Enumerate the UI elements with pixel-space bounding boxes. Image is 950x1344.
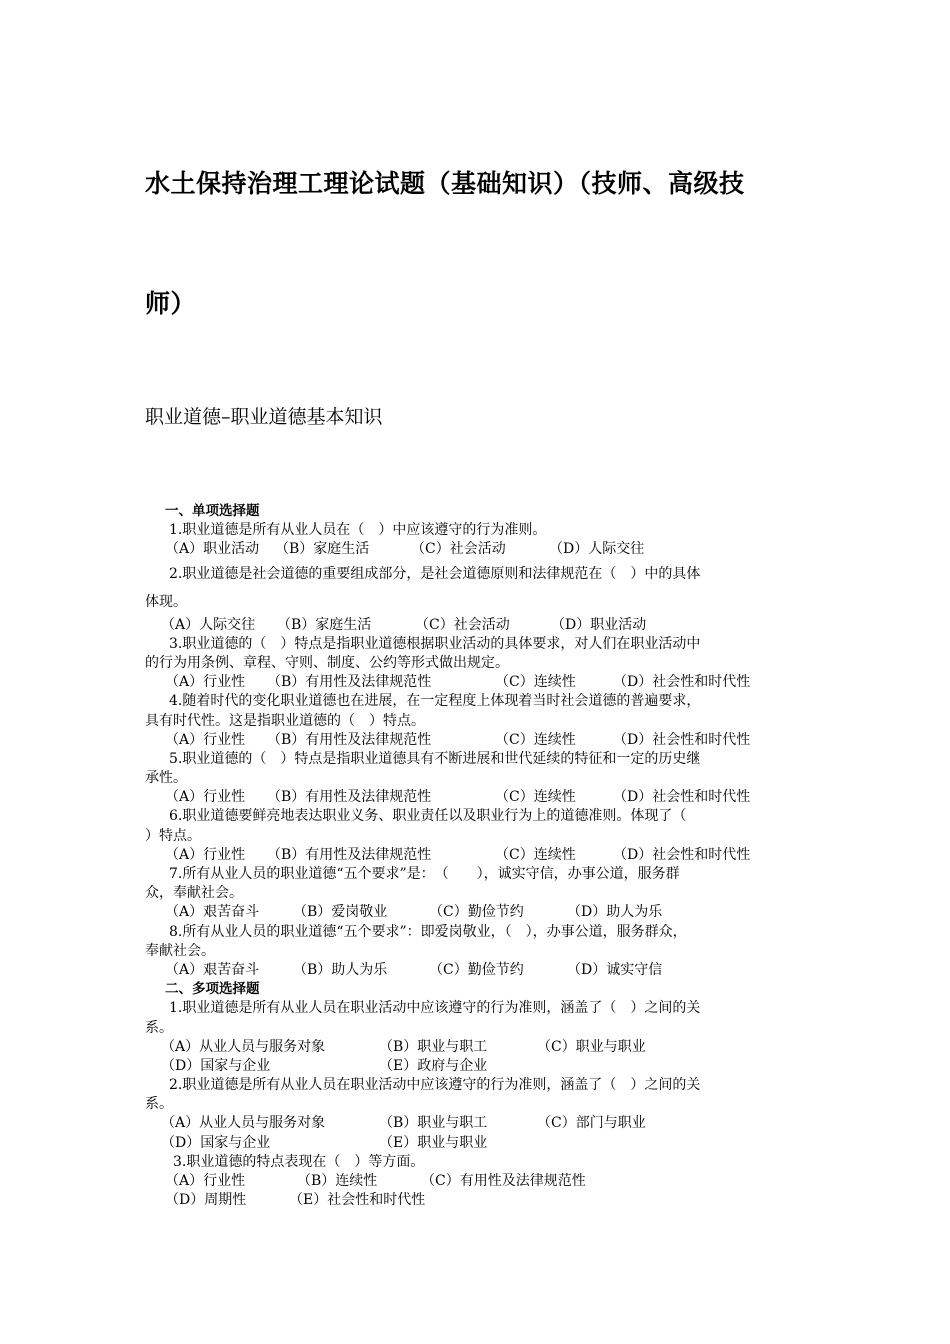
answer-option: （D）周期性 [165, 1192, 247, 1209]
line-text: 1.职业道德是所有从业人员在职业活动中应该遵守的行为准则，涵盖了（ ）之间的关 [169, 1000, 701, 1017]
answer-option: （D）社会性和时代性 [613, 846, 751, 863]
line-text: 2.职业道德是社会道德的重要组成部分，是社会道德原则和法律规范在（ ）中的具体 [169, 565, 701, 582]
answer-option: （A）行业性 [165, 674, 246, 691]
answer-option: （C）勤俭节约 [429, 904, 524, 921]
line-text: 7.所有从业人员的职业道德“五个要求”是： （ ），诚实守信，办事公道，服务群 [169, 866, 680, 882]
question-text [145, 999, 825, 1018]
answer-option: （D）人际交往 [549, 541, 645, 558]
question-text [145, 884, 825, 903]
answer-options [145, 903, 825, 922]
question-text [145, 923, 825, 942]
answer-option: （E）职业与职业 [379, 1134, 488, 1151]
section-subtitle: 职业道德–职业道德基本知识 [145, 406, 383, 428]
answer-options [145, 616, 825, 635]
answer-option: （B）有用性及法律规范性 [267, 846, 432, 863]
answer-option: （C）连续性 [495, 731, 576, 748]
answer-option: （C）社会活动 [411, 541, 506, 558]
line-text: 承性。 [145, 770, 187, 787]
answer-option: （C）勤俭节约 [429, 961, 524, 978]
question-text [145, 521, 825, 540]
section-heading [145, 980, 825, 999]
answer-option: （B）有用性及法律规范性 [267, 789, 432, 806]
line-text: 奉献社会。 [145, 942, 215, 959]
answer-option: （B）有用性及法律规范性 [267, 731, 432, 748]
answer-options [145, 1057, 825, 1076]
line-text: 一、单项选择题 [165, 503, 260, 519]
answer-options [145, 846, 825, 865]
question-text [145, 1019, 825, 1038]
line-text: 体现。 [145, 593, 187, 610]
question-text [145, 635, 825, 654]
line-text: 系。 [145, 1096, 173, 1113]
question-text [145, 692, 825, 711]
question-text [145, 1153, 825, 1172]
answer-option: （A）行业性 [165, 731, 246, 748]
line-text: 系。 [145, 1019, 173, 1036]
answer-option: （B）助人为乐 [293, 961, 388, 978]
answer-options [145, 788, 825, 807]
answer-option: （B）职业与职工 [379, 1038, 488, 1055]
answer-options [145, 1172, 825, 1191]
line-text: 3.职业道德的特点表现在（ ）等方面。 [173, 1153, 425, 1170]
line-text: ）特点。 [145, 827, 201, 844]
question-text [145, 560, 825, 588]
question-text [145, 865, 825, 884]
answer-option: （B）有用性及法律规范性 [267, 674, 432, 691]
question-text [145, 588, 825, 616]
answer-option: （A）职业活动 [165, 541, 260, 558]
answer-option: （A）从业人员与服务对象 [161, 1115, 326, 1132]
question-text [145, 654, 825, 673]
answer-option: （C）职业与职业 [537, 1038, 646, 1055]
answer-option: （A）行业性 [165, 1173, 246, 1189]
question-text [145, 942, 825, 961]
answer-options [145, 1134, 825, 1153]
answer-option: （A）艰苦奋斗 [165, 961, 260, 978]
line-text: 具有时代性。这是指职业道德的（ ）特点。 [145, 712, 425, 729]
question-text [145, 712, 825, 731]
section-heading [145, 502, 825, 521]
answer-options [145, 673, 825, 692]
answer-option: （B）连续性 [297, 1173, 378, 1189]
answer-option: （C）有用性及法律规范性 [421, 1173, 586, 1189]
document-title-line-1: 水土保持治理工理论试题（基础知识）（技师、高级技 [145, 169, 745, 198]
answer-options [145, 961, 825, 980]
answer-options [145, 731, 825, 750]
line-text: 8.所有从业人员的职业道德“五个要求”：即爱岗敬业，（ ），办事公道，服务群众， [169, 923, 687, 940]
answer-option: （E）社会性和时代性 [289, 1192, 426, 1209]
answer-option: （D）国家与企业 [161, 1057, 271, 1074]
answer-option: （E）政府与企业 [379, 1057, 488, 1074]
question-text [145, 807, 825, 826]
question-text [145, 827, 825, 846]
answer-option: （D）国家与企业 [161, 1134, 271, 1151]
answer-options [145, 1114, 825, 1133]
question-text [145, 1095, 825, 1114]
answer-option: （A）从业人员与服务对象 [161, 1038, 326, 1055]
question-text [145, 750, 825, 769]
answer-option: （C）部门与职业 [537, 1115, 646, 1132]
answer-option: （A）行业性 [165, 789, 246, 806]
answer-option: （B）家庭生活 [277, 616, 372, 633]
answer-option: （A）人际交往 [161, 616, 256, 633]
answer-options [145, 1038, 825, 1057]
answer-option: （C）连续性 [495, 846, 576, 863]
answer-option: （D）社会性和时代性 [613, 674, 751, 691]
line-text: 6.职业道德要鲜亮地表达职业义务、职业责任以及职业行为上的道德准则。体现了（ [169, 808, 687, 825]
question-text [145, 1076, 825, 1095]
answer-option: （C）连续性 [495, 674, 576, 691]
question-text [145, 769, 825, 788]
answer-option: （C）连续性 [495, 789, 576, 806]
line-text: 二、多项选择题 [165, 981, 260, 998]
answer-option: （D）职业活动 [551, 616, 647, 633]
answer-options [145, 1191, 825, 1210]
question-body [145, 502, 825, 1210]
line-text: 2.职业道德是所有从业人员在职业活动中应该遵守的行为准则，涵盖了（ ）之间的关 [169, 1077, 701, 1094]
answer-option: （A）行业性 [165, 846, 246, 863]
answer-option: （A）艰苦奋斗 [165, 904, 260, 921]
line-text: 3.职业道德的（ ）特点是指职业道德根据职业活动的具体要求，对人们在职业活动中 [169, 635, 701, 652]
document-title-line-2: 师） [145, 289, 197, 318]
line-text: 的行为用条例、章程、守则、制度、公约等形式做出规定。 [145, 654, 509, 671]
line-text: 4.随着时代的变化职业道德也在进展，在一定程度上体现着当时社会道德的普遍要求， [169, 693, 701, 710]
answer-option: （D）诚实守信 [567, 961, 663, 978]
answer-options [145, 540, 825, 559]
line-text: 众，奉献社会。 [145, 885, 243, 902]
line-text: 5.职业道德的（ ）特点是指职业道德具有不断进展和世代延续的特征和一定的历史继 [169, 750, 701, 767]
answer-option: （D）社会性和时代性 [613, 789, 751, 806]
answer-option: （D）社会性和时代性 [613, 731, 751, 748]
answer-option: （B）职业与职工 [379, 1115, 488, 1132]
answer-option: （B）家庭生活 [275, 541, 370, 558]
answer-option: （B）爱岗敬业 [293, 904, 388, 921]
answer-option: （D）助人为乐 [567, 904, 663, 921]
answer-option: （C）社会活动 [415, 616, 510, 633]
line-text: 1.职业道德是所有从业人员在（ ）中应该遵守的行为准则。 [169, 522, 547, 539]
